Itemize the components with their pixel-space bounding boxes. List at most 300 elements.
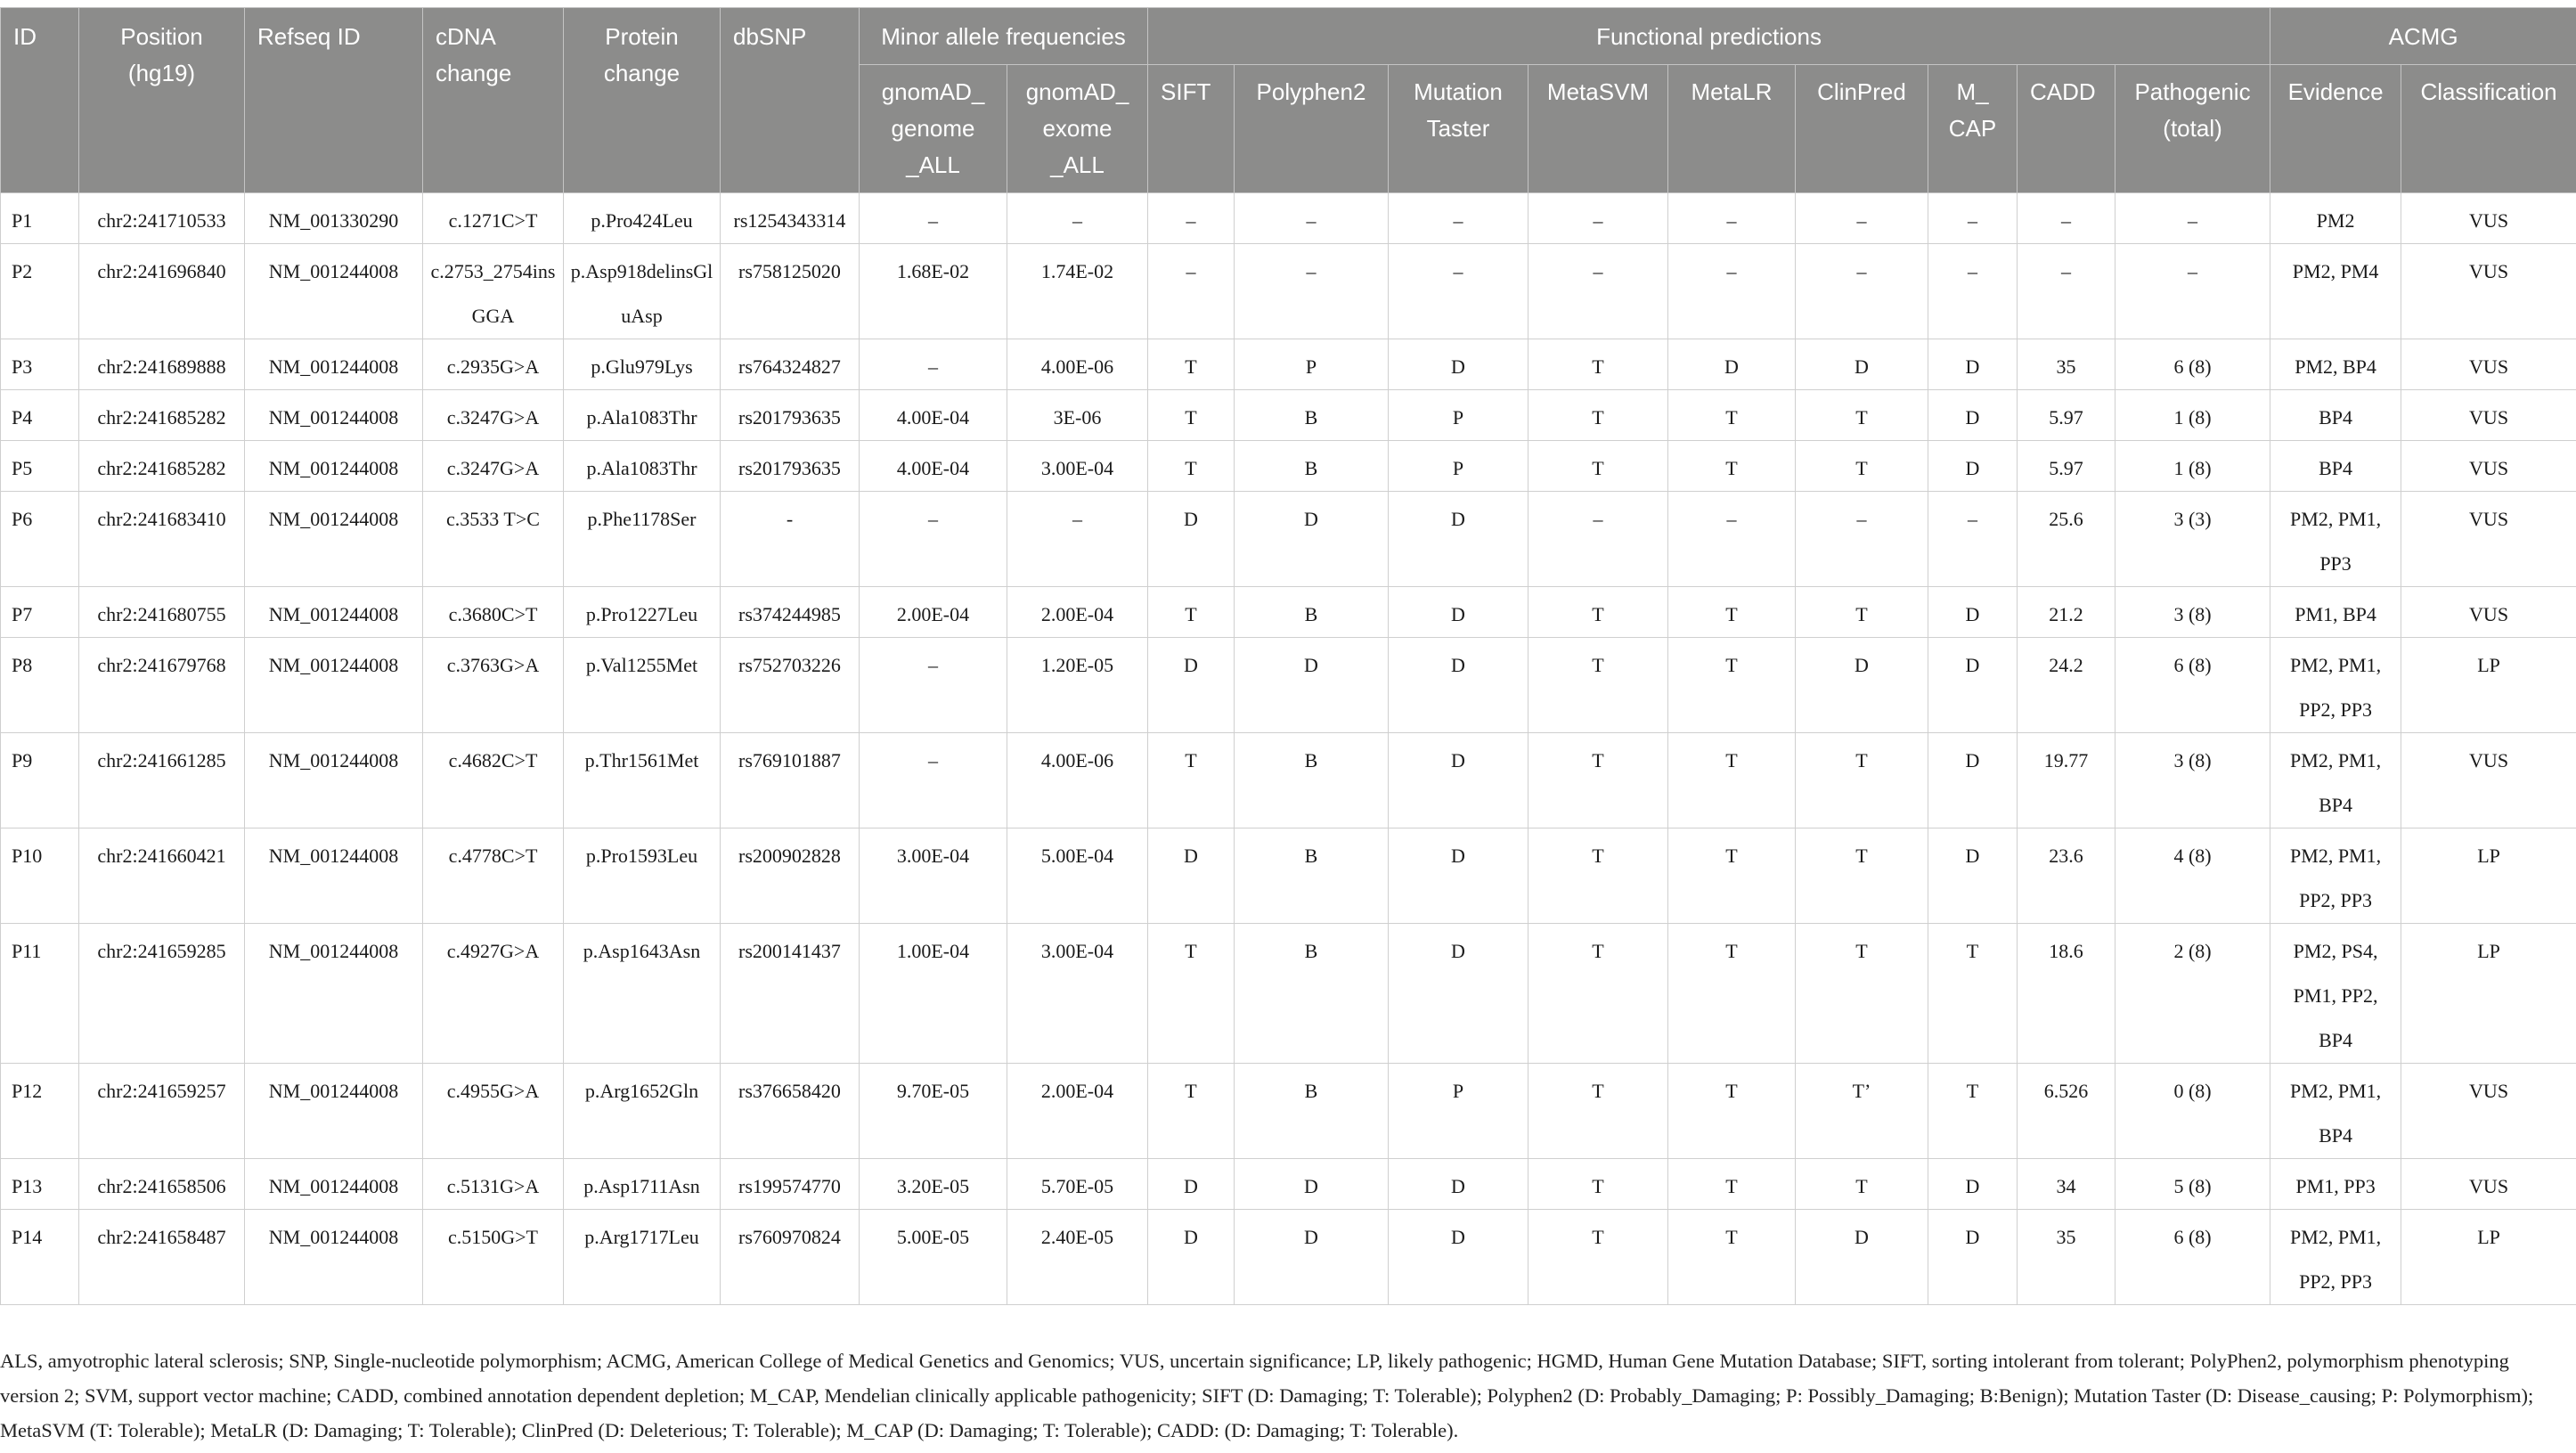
cell-cadd: 6.526 xyxy=(2018,1064,2115,1159)
cell-evidence: PM2, PM1, PP3 xyxy=(2270,492,2401,587)
table-row xyxy=(1,193,2576,244)
cell-gnomad-genome: – xyxy=(860,492,1007,587)
cell-mutation-taster: – xyxy=(1389,193,1528,244)
cell-dbsnp: rs376658420 xyxy=(721,1064,860,1159)
cell-cadd: 34 xyxy=(2018,1159,2115,1210)
cell-dbsnp: rs201793635 xyxy=(721,390,860,441)
cell-mutation-taster: D xyxy=(1389,492,1528,587)
cell-metasvm: – xyxy=(1528,193,1668,244)
cell-cadd: 23.6 xyxy=(2018,829,2115,924)
cell-classification: VUS xyxy=(2401,441,2576,492)
cell-id: P2 xyxy=(1,244,79,339)
cell-dbsnp: rs199574770 xyxy=(721,1159,860,1210)
cell-gnomad-genome: 4.00E-04 xyxy=(860,441,1007,492)
cell-classification: VUS xyxy=(2401,587,2576,638)
cell-metalr: D xyxy=(1668,339,1796,390)
cell-mutation-taster: D xyxy=(1389,638,1528,733)
cell-sift: – xyxy=(1148,193,1235,244)
cell-cadd: 35 xyxy=(2018,339,2115,390)
cell-cdna: c.4927G>A xyxy=(423,924,564,1064)
cell-position: chr2:241685282 xyxy=(79,390,245,441)
cell-mutation-taster: – xyxy=(1389,244,1528,339)
cell-metalr: – xyxy=(1668,244,1796,339)
cell-evidence: BP4 xyxy=(2270,390,2401,441)
cell-polyphen2: B xyxy=(1235,390,1389,441)
cell-classification: VUS xyxy=(2401,244,2576,339)
cell-metasvm: T xyxy=(1528,587,1668,638)
cell-id: P8 xyxy=(1,638,79,733)
cell-metalr: – xyxy=(1668,193,1796,244)
cell-id: P4 xyxy=(1,390,79,441)
cell-id: P10 xyxy=(1,829,79,924)
cell-mutation-taster: D xyxy=(1389,829,1528,924)
cell-polyphen2: B xyxy=(1235,829,1389,924)
cell-evidence: PM2, PM1, BP4 xyxy=(2270,733,2401,829)
cell-evidence: PM2, PS4, PM1, PP2, BP4 xyxy=(2270,924,2401,1064)
cell-position: chr2:241696840 xyxy=(79,244,245,339)
cell-gnomad-exome: 3.00E-04 xyxy=(1007,924,1148,1064)
header-id: ID xyxy=(1,8,79,193)
cell-evidence: PM2, PM1, BP4 xyxy=(2270,1064,2401,1159)
cell-gnomad-exome: – xyxy=(1007,193,1148,244)
cell-pathogenic: 6 (8) xyxy=(2115,339,2270,390)
table-row xyxy=(1,924,2576,1064)
header-cadd: CADD xyxy=(2018,65,2115,193)
cell-clinpred: T xyxy=(1796,441,1928,492)
cell-refseq: NM_001244008 xyxy=(245,1210,423,1305)
cell-gnomad-genome: – xyxy=(860,193,1007,244)
cell-gnomad-genome: 2.00E-04 xyxy=(860,587,1007,638)
cell-protein: p.Arg1652Gln xyxy=(564,1064,721,1159)
cell-clinpred: T xyxy=(1796,1159,1928,1210)
cell-dbsnp: rs374244985 xyxy=(721,587,860,638)
cell-cadd: – xyxy=(2018,193,2115,244)
cell-metasvm: T xyxy=(1528,339,1668,390)
cell-protein: p.Val1255Met xyxy=(564,638,721,733)
cell-evidence: PM2, BP4 xyxy=(2270,339,2401,390)
cell-pathogenic: 6 (8) xyxy=(2115,638,2270,733)
cell-cdna: c.5131G>A xyxy=(423,1159,564,1210)
cell-mcap: – xyxy=(1928,193,2018,244)
cell-protein: p.Asp918delinsGluAsp xyxy=(564,244,721,339)
header-acmg-group: ACMG xyxy=(2270,8,2576,65)
cell-mutation-taster: D xyxy=(1389,733,1528,829)
header-dbsnp: dbSNP xyxy=(721,8,860,193)
cell-protein: p.Phe1178Ser xyxy=(564,492,721,587)
cell-dbsnp: rs760970824 xyxy=(721,1210,860,1305)
cell-gnomad-genome: 4.00E-04 xyxy=(860,390,1007,441)
cell-cdna: c.3533 T>C xyxy=(423,492,564,587)
cell-classification: LP xyxy=(2401,924,2576,1064)
cell-protein: p.Pro1227Leu xyxy=(564,587,721,638)
cell-sift: T xyxy=(1148,1064,1235,1159)
cell-metalr: T xyxy=(1668,829,1796,924)
cell-mutation-taster: P xyxy=(1389,1064,1528,1159)
cell-position: chr2:241685282 xyxy=(79,441,245,492)
table-row xyxy=(1,244,2576,339)
cell-metalr: – xyxy=(1668,492,1796,587)
cell-protein: p.Arg1717Leu xyxy=(564,1210,721,1305)
cell-mcap: – xyxy=(1928,492,2018,587)
header-metalr: MetaLR xyxy=(1668,65,1796,193)
cell-evidence: BP4 xyxy=(2270,441,2401,492)
cell-sift: D xyxy=(1148,638,1235,733)
cell-evidence: PM2, PM1, PP2, PP3 xyxy=(2270,829,2401,924)
table-row xyxy=(1,441,2576,492)
cell-dbsnp: rs1254343314 xyxy=(721,193,860,244)
cell-gnomad-exome: 1.20E-05 xyxy=(1007,638,1148,733)
cell-polyphen2: P xyxy=(1235,339,1389,390)
cell-sift: D xyxy=(1148,1210,1235,1305)
cell-classification: VUS xyxy=(2401,492,2576,587)
cell-dbsnp: rs201793635 xyxy=(721,441,860,492)
cell-gnomad-exome: 1.74E-02 xyxy=(1007,244,1148,339)
cell-cdna: c.5150G>T xyxy=(423,1210,564,1305)
cell-metalr: T xyxy=(1668,441,1796,492)
cell-protein: p.Pro424Leu xyxy=(564,193,721,244)
cell-clinpred: T xyxy=(1796,924,1928,1064)
header-maf-group: Minor allele frequencies xyxy=(860,8,1148,65)
cell-pathogenic: 2 (8) xyxy=(2115,924,2270,1064)
cell-gnomad-exome: 2.00E-04 xyxy=(1007,587,1148,638)
cell-classification: VUS xyxy=(2401,1064,2576,1159)
cell-cadd: 24.2 xyxy=(2018,638,2115,733)
header-functional-group: Functional predictions xyxy=(1148,8,2270,65)
header-cdna: cDNA change xyxy=(423,8,564,193)
table-body xyxy=(1,193,2576,1305)
cell-pathogenic: 5 (8) xyxy=(2115,1159,2270,1210)
cell-polyphen2: – xyxy=(1235,244,1389,339)
cell-sift: D xyxy=(1148,829,1235,924)
cell-gnomad-exome: 3E-06 xyxy=(1007,390,1148,441)
cell-polyphen2: B xyxy=(1235,441,1389,492)
cell-polyphen2: B xyxy=(1235,587,1389,638)
cell-gnomad-genome: 9.70E-05 xyxy=(860,1064,1007,1159)
cell-cadd: 35 xyxy=(2018,1210,2115,1305)
cell-mcap: D xyxy=(1928,587,2018,638)
cell-polyphen2: – xyxy=(1235,193,1389,244)
cell-dbsnp: rs752703226 xyxy=(721,638,860,733)
cell-metalr: T xyxy=(1668,390,1796,441)
cell-cdna: c.3763G>A xyxy=(423,638,564,733)
cell-evidence: PM1, PP3 xyxy=(2270,1159,2401,1210)
table-row xyxy=(1,1064,2576,1159)
cell-mcap: T xyxy=(1928,924,2018,1064)
cell-cdna: c.2753_2754insGGA xyxy=(423,244,564,339)
cell-metasvm: T xyxy=(1528,390,1668,441)
cell-polyphen2: B xyxy=(1235,733,1389,829)
cell-id: P9 xyxy=(1,733,79,829)
cell-refseq: NM_001244008 xyxy=(245,339,423,390)
cell-gnomad-exome: 5.70E-05 xyxy=(1007,1159,1148,1210)
cell-pathogenic: 1 (8) xyxy=(2115,441,2270,492)
header-polyphen2: Polyphen2 xyxy=(1235,65,1389,193)
cell-gnomad-genome: 3.00E-04 xyxy=(860,829,1007,924)
cell-position: chr2:241689888 xyxy=(79,339,245,390)
cell-id: P13 xyxy=(1,1159,79,1210)
cell-mcap: D xyxy=(1928,829,2018,924)
cell-classification: VUS xyxy=(2401,1159,2576,1210)
cell-metasvm: T xyxy=(1528,829,1668,924)
cell-mcap: D xyxy=(1928,1159,2018,1210)
cell-refseq: NM_001244008 xyxy=(245,390,423,441)
cell-sift: T xyxy=(1148,587,1235,638)
cell-position: chr2:241661285 xyxy=(79,733,245,829)
cell-metalr: T xyxy=(1668,587,1796,638)
cell-polyphen2: B xyxy=(1235,924,1389,1064)
cell-pathogenic: 4 (8) xyxy=(2115,829,2270,924)
cell-classification: VUS xyxy=(2401,390,2576,441)
cell-classification: VUS xyxy=(2401,733,2576,829)
cell-metalr: T xyxy=(1668,1159,1796,1210)
cell-mutation-taster: D xyxy=(1389,587,1528,638)
cell-metasvm: – xyxy=(1528,244,1668,339)
cell-pathogenic: 0 (8) xyxy=(2115,1064,2270,1159)
cell-gnomad-exome: 3.00E-04 xyxy=(1007,441,1148,492)
cell-clinpred: D xyxy=(1796,1210,1928,1305)
cell-classification: VUS xyxy=(2401,193,2576,244)
cell-position: chr2:241679768 xyxy=(79,638,245,733)
cell-protein: p.Ala1083Thr xyxy=(564,390,721,441)
cell-cdna: c.3680C>T xyxy=(423,587,564,638)
cell-clinpred: – xyxy=(1796,244,1928,339)
cell-pathogenic: – xyxy=(2115,193,2270,244)
cell-sift: T xyxy=(1148,390,1235,441)
cell-evidence: PM2, PM4 xyxy=(2270,244,2401,339)
cell-metasvm: – xyxy=(1528,492,1668,587)
cell-cdna: c.4955G>A xyxy=(423,1064,564,1159)
cell-metasvm: T xyxy=(1528,638,1668,733)
cell-refseq: NM_001244008 xyxy=(245,1064,423,1159)
cell-id: P12 xyxy=(1,1064,79,1159)
cell-cadd: 21.2 xyxy=(2018,587,2115,638)
cell-metalr: T xyxy=(1668,924,1796,1064)
cell-sift: T xyxy=(1148,733,1235,829)
cell-position: chr2:241683410 xyxy=(79,492,245,587)
cell-refseq: NM_001330290 xyxy=(245,193,423,244)
cell-protein: p.Ala1083Thr xyxy=(564,441,721,492)
table-row xyxy=(1,339,2576,390)
table-row xyxy=(1,390,2576,441)
cell-polyphen2: D xyxy=(1235,638,1389,733)
cell-evidence: PM1, BP4 xyxy=(2270,587,2401,638)
cell-refseq: NM_001244008 xyxy=(245,829,423,924)
cell-gnomad-exome: 4.00E-06 xyxy=(1007,339,1148,390)
cell-metasvm: T xyxy=(1528,1159,1668,1210)
header-classification: Classification xyxy=(2401,65,2576,193)
cell-dbsnp: rs758125020 xyxy=(721,244,860,339)
header-clinpred: ClinPred xyxy=(1796,65,1928,193)
cell-clinpred: – xyxy=(1796,193,1928,244)
cell-sift: T xyxy=(1148,924,1235,1064)
header-row-top xyxy=(1,8,2576,65)
cell-sift: – xyxy=(1148,244,1235,339)
cell-gnomad-exome: – xyxy=(1007,492,1148,587)
cell-position: chr2:241710533 xyxy=(79,193,245,244)
cell-protein: p.Asp1643Asn xyxy=(564,924,721,1064)
cell-id: P1 xyxy=(1,193,79,244)
cell-mcap: D xyxy=(1928,1210,2018,1305)
cell-cdna: c.3247G>A xyxy=(423,441,564,492)
cell-dbsnp: rs200141437 xyxy=(721,924,860,1064)
cell-protein: p.Thr1561Met xyxy=(564,733,721,829)
cell-dbsnp: rs200902828 xyxy=(721,829,860,924)
cell-dbsnp: rs764324827 xyxy=(721,339,860,390)
cell-evidence: PM2, PM1, PP2, PP3 xyxy=(2270,638,2401,733)
cell-gnomad-genome: 1.00E-04 xyxy=(860,924,1007,1064)
table-footnote: ALS, amyotrophic lateral sclerosis; SNP, Single-nucleotide polymorphism; ACMG, American College of Medical Genetics and Genomics; VUS, uncertain significance; LP, likely pathogenic; HGMD, Human Gene Mutation Database; SIFT, sorting intolerant from tolerant; PolyPhen2, polymorphism phenotyping version 2; SVM, support vector machine; CADD, combined annotation dependent depletion; M_CAP, Mendelian clinically applicable pathogenicity; SIFT (D: Damaging; T: Tolerable); Polyphen2 (D: Probably_Damaging; P: Possibly_Damaging; B:Benign); Mutation Taster (D: Disease_causing; P: Polymorphism); MetaSVM (T: Tolerable); MetaLR (D: Damaging; T: Tolerable); ClinPred (D: Deleterious; T: Tolerable); M_CAP (D: Damaging; T: Tolerable); CADD: (D: Damaging; T: Tolerable). xyxy=(0,1350,2534,1441)
cell-mcap: D xyxy=(1928,638,2018,733)
cell-refseq: NM_001244008 xyxy=(245,1159,423,1210)
cell-evidence: PM2, PM1, PP2, PP3 xyxy=(2270,1210,2401,1305)
cell-refseq: NM_001244008 xyxy=(245,492,423,587)
cell-polyphen2: D xyxy=(1235,1210,1389,1305)
cell-clinpred: D xyxy=(1796,339,1928,390)
cell-position: chr2:241659285 xyxy=(79,924,245,1064)
cell-metasvm: T xyxy=(1528,1210,1668,1305)
cell-classification: LP xyxy=(2401,638,2576,733)
cell-dbsnp: - xyxy=(721,492,860,587)
header-position: Position (hg19) xyxy=(79,8,245,193)
cell-clinpred: T xyxy=(1796,733,1928,829)
header-mcap: M_ CAP xyxy=(1928,65,2018,193)
cell-metalr: T xyxy=(1668,1064,1796,1159)
cell-mutation-taster: D xyxy=(1389,924,1528,1064)
cell-gnomad-genome: – xyxy=(860,638,1007,733)
header-gnomad-genome: gnomAD_ genome _ALL xyxy=(860,65,1007,193)
cell-metasvm: T xyxy=(1528,733,1668,829)
cell-pathogenic: 6 (8) xyxy=(2115,1210,2270,1305)
table-row xyxy=(1,587,2576,638)
cell-cdna: c.4682C>T xyxy=(423,733,564,829)
cell-metalr: T xyxy=(1668,638,1796,733)
cell-clinpred: – xyxy=(1796,492,1928,587)
cell-pathogenic: – xyxy=(2115,244,2270,339)
cell-gnomad-exome: 2.40E-05 xyxy=(1007,1210,1148,1305)
cell-protein: p.Pro1593Leu xyxy=(564,829,721,924)
cell-clinpred: D xyxy=(1796,638,1928,733)
table-row xyxy=(1,733,2576,829)
header-metasvm: MetaSVM xyxy=(1528,65,1668,193)
cell-mcap: D xyxy=(1928,339,2018,390)
cell-id: P6 xyxy=(1,492,79,587)
cell-cadd: 19.77 xyxy=(2018,733,2115,829)
table-row xyxy=(1,829,2576,924)
header-evidence: Evidence xyxy=(2270,65,2401,193)
cell-gnomad-genome: 5.00E-05 xyxy=(860,1210,1007,1305)
cell-mutation-taster: D xyxy=(1389,1159,1528,1210)
cell-mcap: D xyxy=(1928,733,2018,829)
header-pathogenic: Pathogenic (total) xyxy=(2115,65,2270,193)
cell-metasvm: T xyxy=(1528,441,1668,492)
cell-cdna: c.1271C>T xyxy=(423,193,564,244)
cell-refseq: NM_001244008 xyxy=(245,733,423,829)
cell-id: P5 xyxy=(1,441,79,492)
cell-gnomad-genome: – xyxy=(860,339,1007,390)
cell-mutation-taster: P xyxy=(1389,390,1528,441)
cell-gnomad-genome: 3.20E-05 xyxy=(860,1159,1007,1210)
cell-cadd: 5.97 xyxy=(2018,390,2115,441)
header-sift: SIFT xyxy=(1148,65,1235,193)
cell-mutation-taster: P xyxy=(1389,441,1528,492)
cell-mcap: – xyxy=(1928,244,2018,339)
cell-protein: p.Glu979Lys xyxy=(564,339,721,390)
header-protein: Protein change xyxy=(564,8,721,193)
cell-pathogenic: 1 (8) xyxy=(2115,390,2270,441)
cell-mcap: D xyxy=(1928,441,2018,492)
cell-classification: VUS xyxy=(2401,339,2576,390)
cell-refseq: NM_001244008 xyxy=(245,638,423,733)
table-row xyxy=(1,1159,2576,1210)
cell-pathogenic: 3 (8) xyxy=(2115,587,2270,638)
cell-gnomad-exome: 4.00E-06 xyxy=(1007,733,1148,829)
cell-clinpred: T’ xyxy=(1796,1064,1928,1159)
cell-mutation-taster: D xyxy=(1389,1210,1528,1305)
header-refseq: Refseq ID xyxy=(245,8,423,193)
cell-mcap: T xyxy=(1928,1064,2018,1159)
cell-mcap: D xyxy=(1928,390,2018,441)
cell-sift: D xyxy=(1148,492,1235,587)
cell-clinpred: T xyxy=(1796,587,1928,638)
cell-sift: D xyxy=(1148,1159,1235,1210)
cell-position: chr2:241680755 xyxy=(79,587,245,638)
cell-clinpred: T xyxy=(1796,390,1928,441)
cell-id: P3 xyxy=(1,339,79,390)
cell-cadd: 18.6 xyxy=(2018,924,2115,1064)
cell-gnomad-genome: 1.68E-02 xyxy=(860,244,1007,339)
cell-cdna: c.2935G>A xyxy=(423,339,564,390)
cell-pathogenic: 3 (3) xyxy=(2115,492,2270,587)
cell-polyphen2: D xyxy=(1235,1159,1389,1210)
cell-sift: T xyxy=(1148,339,1235,390)
cell-pathogenic: 3 (8) xyxy=(2115,733,2270,829)
cell-dbsnp: rs769101887 xyxy=(721,733,860,829)
cell-gnomad-genome: – xyxy=(860,733,1007,829)
cell-protein: p.Asp1711Asn xyxy=(564,1159,721,1210)
cell-mutation-taster: D xyxy=(1389,339,1528,390)
cell-refseq: NM_001244008 xyxy=(245,924,423,1064)
cell-classification: LP xyxy=(2401,829,2576,924)
cell-metasvm: T xyxy=(1528,1064,1668,1159)
cell-cadd: – xyxy=(2018,244,2115,339)
cell-clinpred: T xyxy=(1796,829,1928,924)
table-row xyxy=(1,638,2576,733)
cell-metalr: T xyxy=(1668,1210,1796,1305)
variants-table xyxy=(0,7,2576,1305)
table-header xyxy=(1,8,2576,193)
cell-position: chr2:241658506 xyxy=(79,1159,245,1210)
cell-id: P11 xyxy=(1,924,79,1064)
cell-cadd: 5.97 xyxy=(2018,441,2115,492)
cell-cadd: 25.6 xyxy=(2018,492,2115,587)
cell-refseq: NM_001244008 xyxy=(245,441,423,492)
table-row xyxy=(1,1210,2576,1305)
cell-polyphen2: D xyxy=(1235,492,1389,587)
cell-refseq: NM_001244008 xyxy=(245,587,423,638)
cell-refseq: NM_001244008 xyxy=(245,244,423,339)
cell-evidence: PM2 xyxy=(2270,193,2401,244)
cell-id: P7 xyxy=(1,587,79,638)
table-row xyxy=(1,492,2576,587)
cell-polyphen2: B xyxy=(1235,1064,1389,1159)
cell-metasvm: T xyxy=(1528,924,1668,1064)
cell-cdna: c.4778C>T xyxy=(423,829,564,924)
cell-classification: LP xyxy=(2401,1210,2576,1305)
cell-gnomad-exome: 5.00E-04 xyxy=(1007,829,1148,924)
cell-metalr: T xyxy=(1668,733,1796,829)
cell-sift: T xyxy=(1148,441,1235,492)
cell-position: chr2:241660421 xyxy=(79,829,245,924)
